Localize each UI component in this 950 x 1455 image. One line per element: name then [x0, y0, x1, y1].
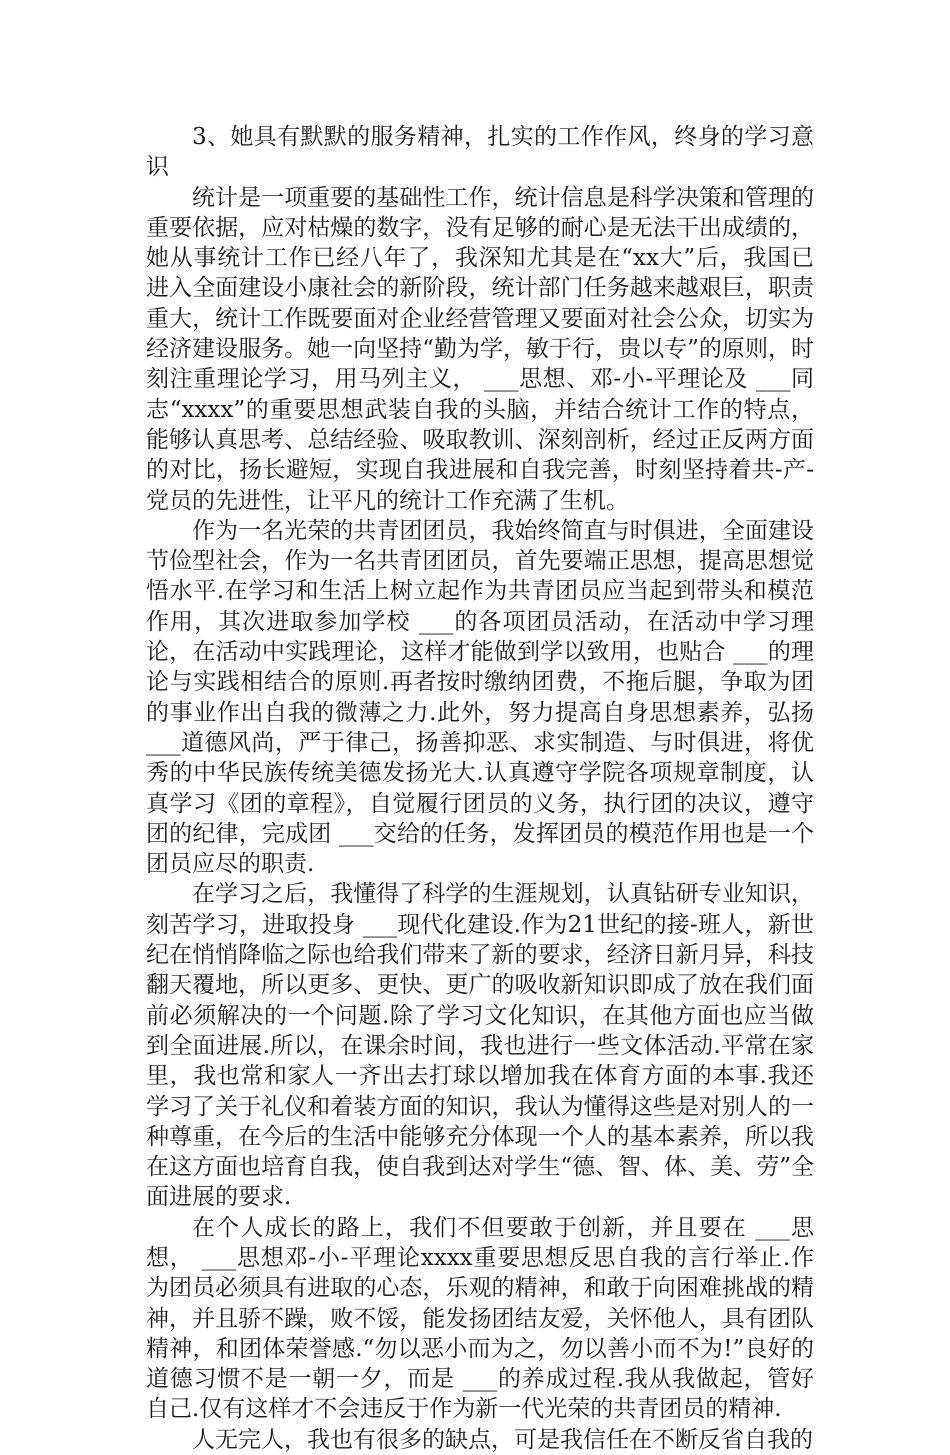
- document-body: [146, 122, 814, 1455]
- paragraph-statistics-work: 统计是一项重要的基础性工作，统计信息是科学决策和管理的重要依据，应对枯燥的数字，没有足够的耐心是无法干出成绩的，她从事统计工作已经八年了，我深知尤其是在“xx大”后，我国已进入全面建设小康社会的新阶段，统计部门任务越来越艰巨，职责重大，统计工作既要面对企业经营管理又要面对社会公众，切实为经济建设服务。她一向坚持“勤为学，敏于行，贵以专”的原则，时刻注重理论学习，用马列主义， ___思想、邓-小-平理论及 ___同志“xxxx”的重要思想武装自我的头脑，并结合统计工作的特点，能够认真思考、总结经验、吸取教训、深刻剖析，经过正反两方面的对比，扬长避短，实现自我进展和自我完善，时刻坚持着共-产-党员的先进性，让平凡的统计工作充满了生机。: [146, 184, 814, 514]
- paragraph-league-member: 作为一名光荣的共青团团员，我始终简直与时俱进，全面建设节俭型社会，作为一名共青团团员，首先要端正思想，提高思想觉悟水平.在学习和生活上树立起作为共青团员应当起到带头和模范作用，其次进取参加学校 ___的各项团员活动，在活动中学习理论，在活动中实践理论，这样才能做到学以致用，也贴合 ___的理论与实践相结合的原则.再者按时缴纳团费，不拖后腿，争取为团的事业作出自我的微薄之力.此外，努力提高自身思想素养，弘扬 ___道德风尚，严于律己，扬善抑恶、求实制造、与时俱进，将优秀的中华民族传统美德发扬光大.认真遵守学院各项规章制度，认真学习《团的章程》，自觉履行团员的义务，执行团的决议，遵守团的纪律，完成团 ___交给的任务，发挥团员的模范作用也是一个团员应尽的职责.: [146, 517, 814, 878]
- paragraph-heading-service-spirit: 3、她具有默默的服务精神，扎实的工作作风，终身的学习意识: [146, 124, 814, 181]
- paragraph-self-reflection: 人无完人，我也有很多的缺点，可是我信任在不断反省自我的: [192, 1426, 813, 1453]
- paragraph-learning: 在学习之后，我懂得了科学的生涯规划，认真钻研专业知识，刻苦学习，进取投身 ___现代化建设.作为21世纪的接-班人，新世纪在悄悄降临之际也给我们带来了新的要求，经济日新月异，科技翻天覆地，所以更多、更快、更广的吸收新知识即成了放在我们面前必须解决的一个问题.除了学习文化知识，在其他方面也应当做到全面进展.所以，在课余时间，我也进行一些文体活动.平常在家里，我也常和家人一齐出去打球以增加我在体育方面的本事.我还学习了关于礼仪和着装方面的知识，我认为懂得这些是对别人的一种尊重，在今后的生活中能够充分体现一个人的基本素养，所以我在这方面也培育自我，使自我到达对学生“德、智、体、美、劳”全面进展的要求.: [146, 881, 814, 1211]
- paragraph-personal-growth: 在个人成长的路上，我们不但要敢于创新，并且要在 ___思想， ___思想邓-小-平理论xxxx重要思想反思自我的言行举止.作为团员必须具有进取的心态，乐观的精神，和敢于向困难挑战的精神，并且骄不躁，败不馁，能发扬团结友爱，关怀他人，具有团队精神，和团体荣誉感.“勿以恶小而为之，勿以善小而不为!”良好的道德习惯不是一朝一夕，而是 ___的养成过程.我从我做起，管好自己.仅有这样才不会违反于作为新一代光荣的共青团员的精神.: [146, 1214, 814, 1423]
